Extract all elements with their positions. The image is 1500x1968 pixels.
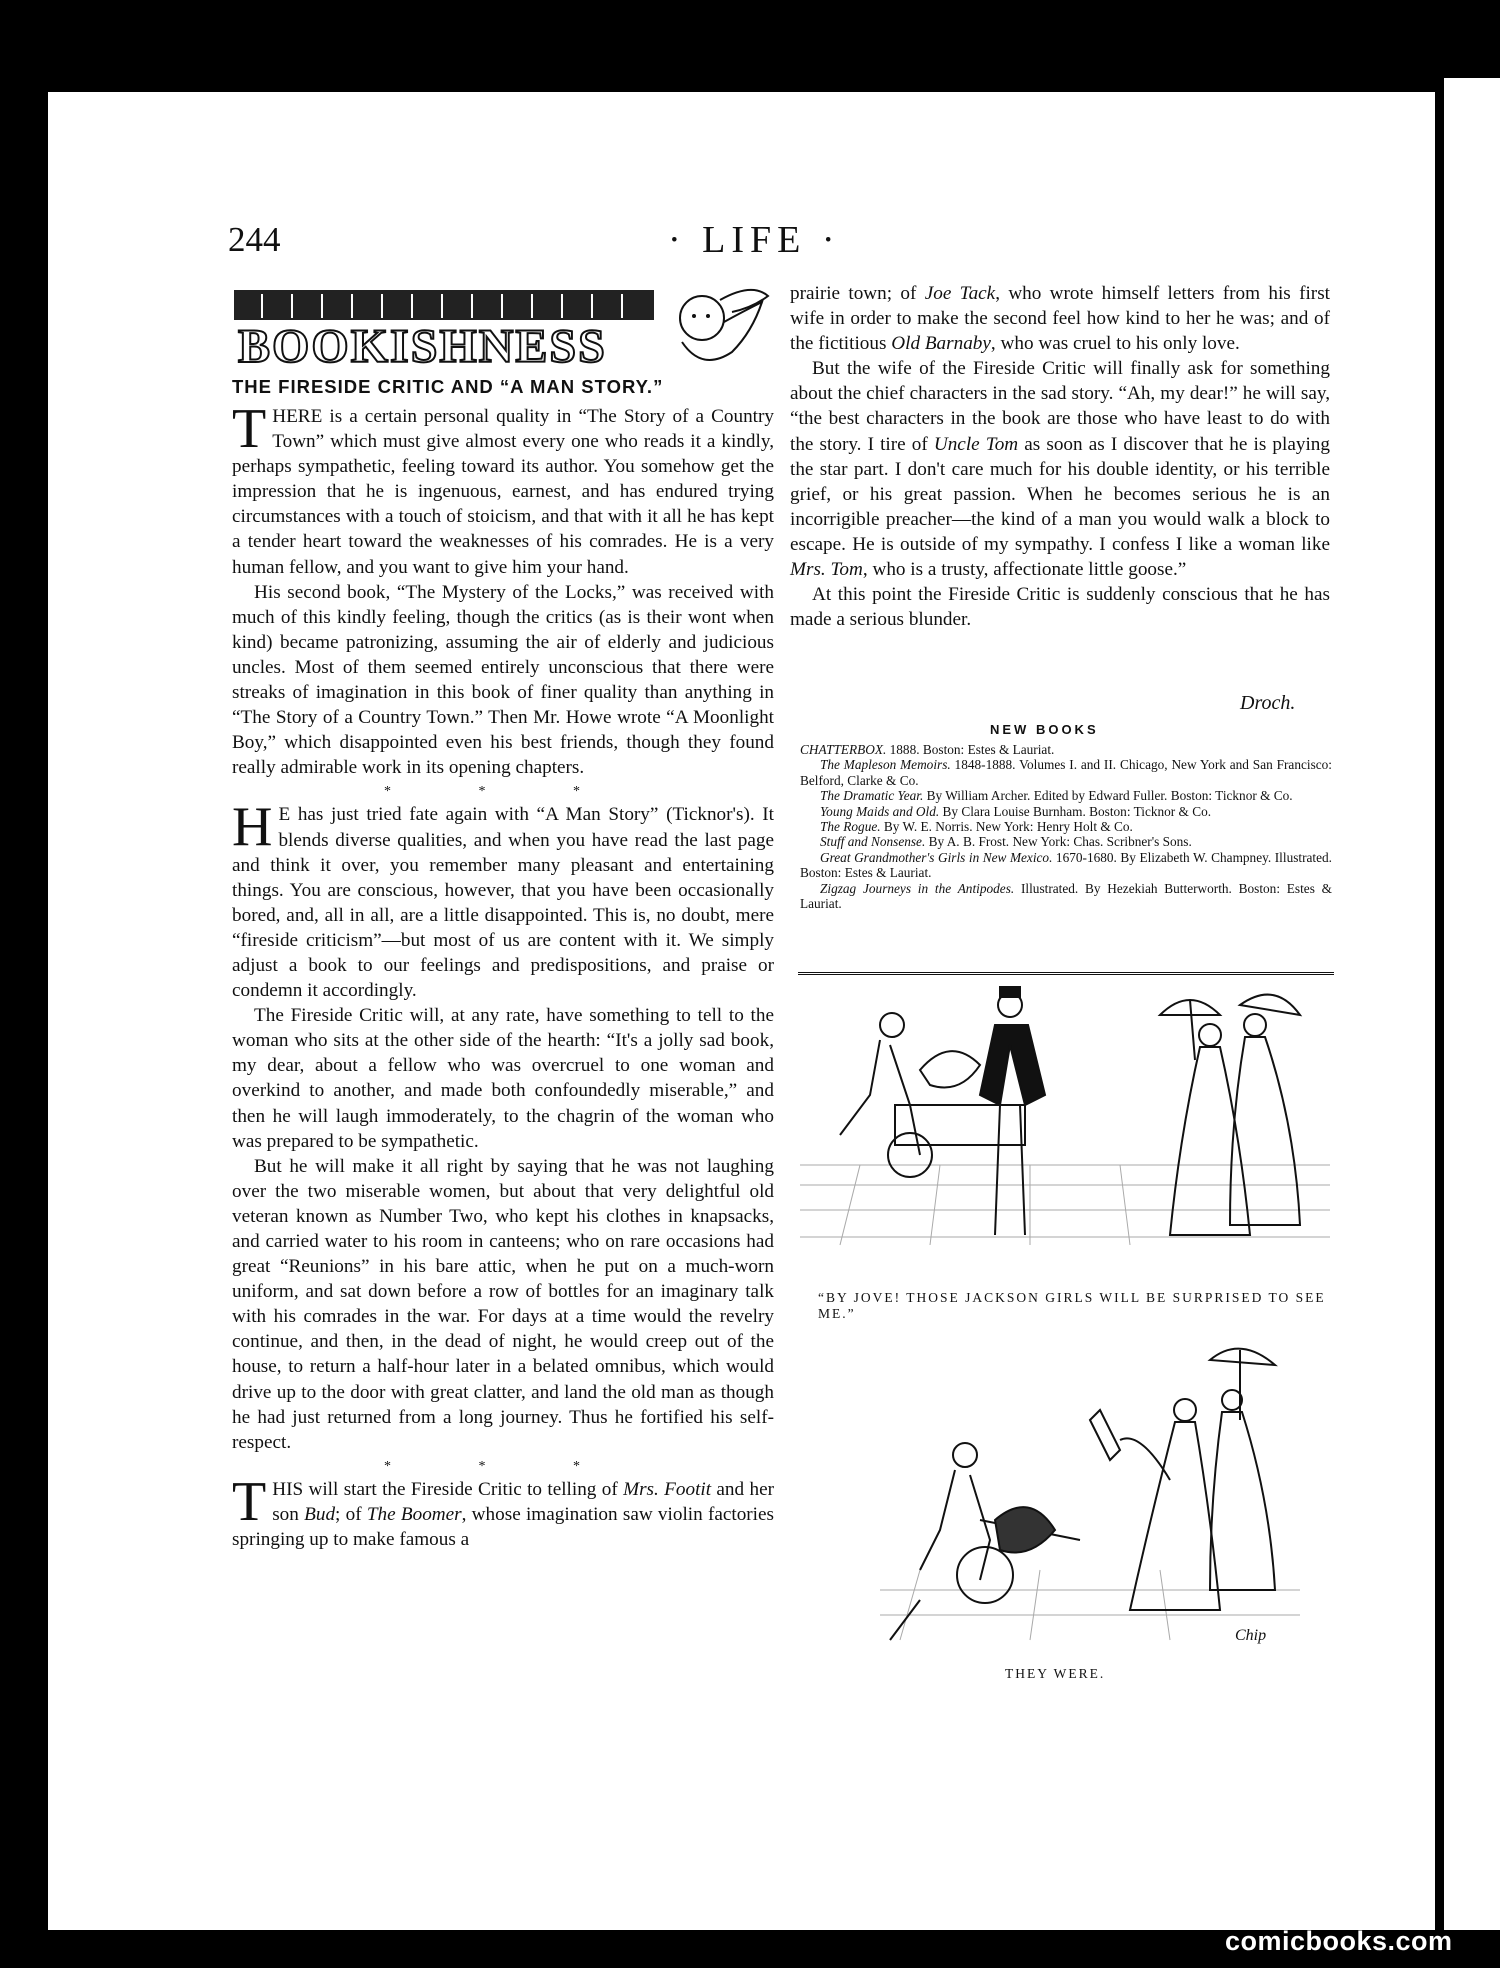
book-title: The Rogue. bbox=[820, 819, 881, 835]
book-details: By William Archer. Edited by Edward Fuller. Boston: Ticknor & Co. bbox=[923, 788, 1293, 804]
cartoon-caption-top: “BY JOVE! THOSE JACKSON GIRLS WILL BE SURPRISED TO SEE ME.” bbox=[818, 1290, 1326, 1321]
paragraph: But the wife of the Fireside Critic will finally ask for something about the chief characters in the sad story. “Ah, my dear!” he will say, “the best characters in the book are those who have least to do with the story. I tire of Uncle Tom as soon as I discover that he is playing the star part. I don't care much for his double identity, or his terrible grief, or his great passion. When he becomes serious he is an incorrigible preacher—the kind of a man you would walk a block to escape. He is outside of my sympathy. I confess I like a woman like Mrs. Tom, who is a trusty, affectionate little goose.” bbox=[790, 358, 1330, 581]
paragraph: THERE is a certain personal quality in “The Story of a Country Town” which must give almost every one who reads it a kindly, perhaps sympathetic, feeling toward its author. You somehow get the impression that he is ingenuous, earnest, and has endured trying circumstances with a touch of stoicism, and that with it all he has kept a tender heart toward the weaknesses of his comrades. He is a very human fellow, and you want to give him your hand. bbox=[232, 398, 774, 578]
book-entry bbox=[800, 742, 1332, 757]
continues-right-column: , whose imagination saw violin factories springing up to make famous a bbox=[232, 1503, 775, 1551]
book-details: 1888. Boston: Estes & Lauriat. bbox=[886, 742, 1055, 757]
book-title: Zigzag Journeys in the Antipodes. bbox=[820, 880, 1015, 896]
paragraph: At this point the Fireside Critic is suddenly conscious that he has made a serious blunder. bbox=[790, 584, 1330, 631]
book-details: 1848-1888. Volumes I. and II. Chicago, New York and San Francisco: Belford, Clarke & Co. bbox=[800, 757, 1332, 788]
book-entry bbox=[800, 804, 1332, 819]
book-title: Stuff and Nonsense. bbox=[820, 834, 926, 850]
paragraph: The Fireside Critic will, at any rate, have something to tell to the woman who sits at the other side of the hearth: “It's a jolly sad book, my dear, about a fellow who was overcruel to one woman and overkind to another, and made both confoundedly miserable,” and then he will laugh immoderately, to the chagrin of the woman who was prepared to be sympathetic. bbox=[232, 1005, 774, 1152]
drop-cap: T bbox=[232, 1470, 267, 1533]
section-break: * * * bbox=[384, 784, 622, 800]
running-head: · LIFE · bbox=[668, 219, 841, 261]
book-details: Illustrated. By Hezekiah Butterworth. Boston: Estes & Lauriat. bbox=[800, 880, 1333, 912]
book-title: The Dramatic Year. bbox=[820, 788, 924, 804]
drop-cap: T bbox=[232, 398, 267, 460]
article-column-right bbox=[790, 281, 1330, 632]
book-title: Great Grandmother's Girls in New Mexico. bbox=[820, 849, 1053, 865]
paragraph-continued: THIS will start the Fireside Critic to telling of Mrs. Footit and her son Bud; of The Boomer, whose imagination saw violin factories springing up to make famous a bbox=[232, 1470, 775, 1551]
banner-title: BOOKISHNESS bbox=[238, 320, 607, 373]
drop-cap: H bbox=[232, 796, 273, 859]
paragraph: prairie town; of Joe Tack, who wrote himself letters from his first wife in order to make the second feel how kind to her he was; and of the fictitious Old Barnaby, who was cruel to his only love. bbox=[790, 283, 1330, 355]
cartoon-caption-bottom: THEY WERE. bbox=[1005, 1666, 1106, 1681]
cartoon-illustration-bottom bbox=[880, 1340, 1300, 1650]
book-entry bbox=[800, 834, 1332, 849]
book-entry bbox=[800, 881, 1332, 912]
article-headline: THE FIRESIDE CRITIC AND “A MAN STORY.” bbox=[232, 376, 664, 397]
article-column-left bbox=[232, 398, 775, 1552]
book-entry bbox=[800, 788, 1332, 803]
section-rule bbox=[798, 972, 1334, 978]
new-books-heading: NEW BOOKS bbox=[990, 722, 1099, 737]
book-details: 1670-1680. By Elizabeth W. Champney. Illustrated. Boston: Estes & Lauriat. bbox=[800, 849, 1332, 881]
paragraph: H E has just tried fate again with “A Man Story” (Ticknor's). It blends diverse qualities, and when you have read the last page and think it over, you remember many pleasant and entertaining things. You are conscious, however, that you have been occasionally bored, and, all in all, are a little disappointed. This is, no doubt, mere “fireside criticism”—but most of us are content with it. We simply adjust a book to our feelings and predispositions, and praise or condemn it accordingly. bbox=[232, 796, 774, 1002]
paragraph: His second book, “The Mystery of the Locks,” was received with much of this kindly feeling, though the critics (as is their wont when kind) became patronizing, assuming the air of elderly and judicious uncles. Most of them seemed entirely unconscious that there were streaks of imagination in this book of finer quality than anything in “The Story of a Country Town.” Then Mr. Howe wrote “A Moonlight Boy,” which disappointed even his best friends, though they found really admirable work in its opening chapters. bbox=[232, 581, 774, 779]
section-break: * * * bbox=[384, 1458, 622, 1474]
artist-signature: Chip bbox=[1235, 1627, 1267, 1644]
bookishness-banner bbox=[232, 282, 770, 378]
book-entry bbox=[800, 819, 1332, 834]
book-details: By W. E. Norris. New York: Henry Holt & Co. bbox=[880, 819, 1133, 835]
book-entry bbox=[800, 757, 1332, 788]
book-title: The Mapleson Memoirs. bbox=[820, 757, 951, 773]
book-details: By Clara Louise Burnham. Boston: Ticknor & Co. bbox=[939, 803, 1212, 819]
site-watermark: comicbooks.com bbox=[1225, 1926, 1453, 1956]
book-details: By A. B. Frost. New York: Chas. Scribner's Sons. bbox=[925, 834, 1192, 850]
book-entry bbox=[800, 850, 1332, 881]
adjacent-page-edge bbox=[1438, 78, 1500, 1930]
book-title: Young Maids and Old. bbox=[820, 803, 940, 819]
page-number: 244 bbox=[228, 220, 281, 259]
author-signature: Droch. bbox=[1240, 692, 1296, 714]
paragraph: But he will make it all right by saying that he was not laughing over the two miserable women, but about that very delightful old veteran known as Number Two, who kept his clothes in knapsacks, and carried water to his room in canteens; who on rare occasions had great “Reunions” in his bare attic, when he put on a much-worn uniform, and sat down before a row of bottles for an imaginary talk with his comrades in the war. For days at a time would the revelry continue, and then, in the dead of night, he would creep out of the house, to return a half-hour later in a belated omnibus, which would drive up to the door with great clatter, and land the old man as though he had just returned from a long journey. Thus he fortified his self-respect. bbox=[232, 1155, 774, 1453]
book-title: CHATTERBOX. bbox=[800, 742, 887, 757]
cartoon-illustration-top bbox=[800, 985, 1330, 1260]
new-books-list bbox=[800, 742, 1332, 911]
